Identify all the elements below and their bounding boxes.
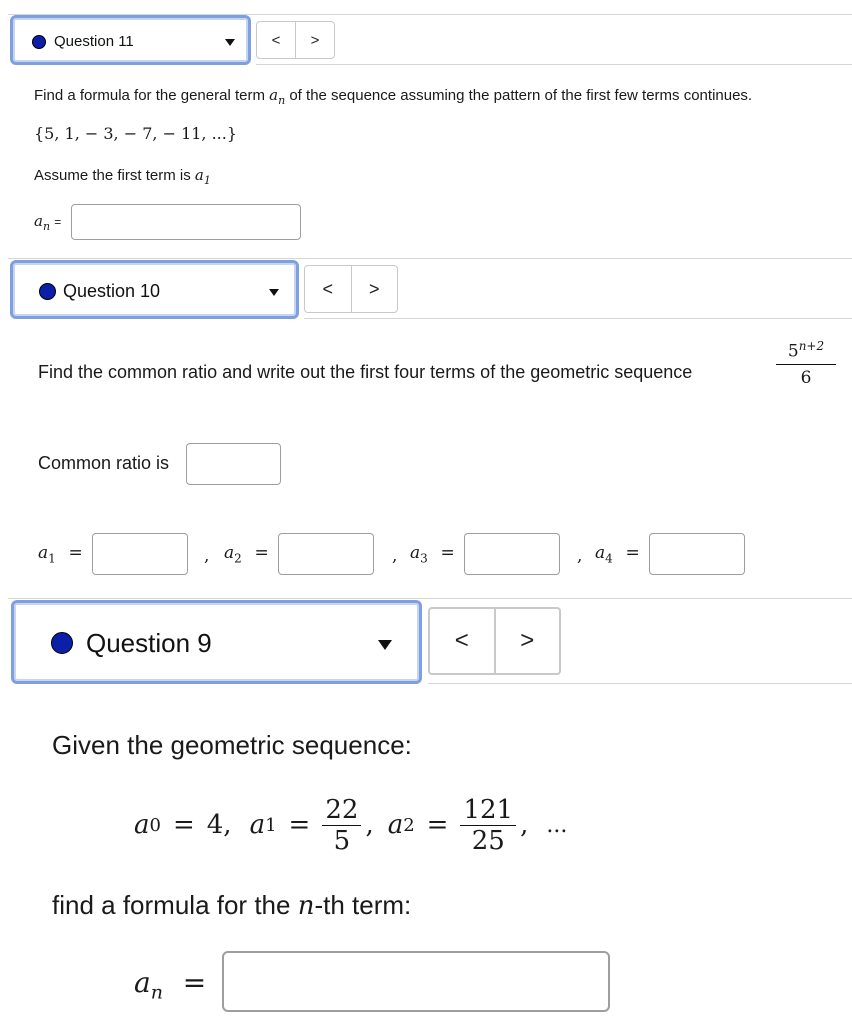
term-a1-input[interactable] bbox=[92, 533, 188, 575]
seq-sub: 2 bbox=[403, 814, 415, 836]
term-eq: = bbox=[68, 543, 83, 563]
seq-sub: 1 bbox=[265, 814, 277, 836]
term-sub: 4 bbox=[605, 551, 613, 566]
next-question-button[interactable]: > bbox=[520, 627, 535, 654]
question-10-nav bbox=[304, 265, 398, 313]
q9-intro: Given the geometric sequence: bbox=[52, 730, 412, 760]
frac-denominator: 5 bbox=[333, 825, 351, 856]
seq-var: a bbox=[249, 810, 266, 840]
seq-separator: , bbox=[365, 810, 374, 840]
q10-term-1-label bbox=[38, 543, 83, 565]
frac-numerator: 121 bbox=[460, 795, 516, 826]
term-separator: , bbox=[577, 546, 583, 566]
q11-answer-input[interactable] bbox=[71, 204, 301, 240]
q10-term-2-label bbox=[224, 543, 269, 565]
seq-fraction bbox=[460, 795, 516, 856]
q9-answer-var-sub: n bbox=[150, 981, 163, 1004]
divider-q10-top bbox=[8, 258, 852, 259]
q9-answer-label bbox=[134, 966, 206, 1004]
term-var: a bbox=[595, 543, 606, 563]
q11-prompt-var-sub: n bbox=[278, 94, 286, 107]
q9-find-var: n bbox=[297, 891, 315, 921]
question-9-label: Question 9 bbox=[86, 628, 212, 658]
seq-eq: = bbox=[288, 810, 311, 840]
term-separator: , bbox=[204, 546, 210, 566]
prev-question-button[interactable]: < bbox=[305, 266, 352, 312]
common-ratio-input[interactable] bbox=[186, 443, 281, 485]
term-sub: 1 bbox=[48, 551, 56, 566]
term-var: a bbox=[38, 543, 49, 563]
next-question-button[interactable]: > bbox=[368, 278, 380, 299]
next-question-button[interactable]: > bbox=[310, 31, 320, 49]
divider-q9-top bbox=[8, 598, 852, 599]
term-a4-input[interactable] bbox=[649, 533, 745, 575]
q9-answer-input[interactable] bbox=[222, 951, 610, 1012]
q10-prompt: Find the common ratio and write out the first four terms of the geometric sequence bbox=[38, 362, 693, 382]
status-dot-icon bbox=[51, 632, 73, 654]
seq-ellipsis: ... bbox=[546, 812, 568, 838]
seq-sub: 0 bbox=[149, 814, 161, 836]
q9-find-text: find a formula for the bbox=[52, 890, 291, 920]
q11-prompt-text: Find a formula for the general term bbox=[34, 87, 265, 104]
dropdown-caret-icon bbox=[225, 39, 235, 46]
q10-frac-numerator bbox=[776, 339, 836, 365]
question-11-select[interactable] bbox=[10, 15, 251, 65]
question-11-nav bbox=[256, 21, 335, 59]
q11-sequence: {5, 1, − 3, − 7, − 11, ...} bbox=[34, 124, 238, 143]
q10-fraction bbox=[776, 339, 836, 388]
divider-q10-header bbox=[304, 318, 852, 319]
term-a3-input[interactable] bbox=[464, 533, 560, 575]
q9-answer-eq: = bbox=[182, 966, 207, 999]
q11-assume bbox=[34, 166, 211, 187]
seq-var: a bbox=[134, 810, 150, 840]
term-eq: = bbox=[625, 543, 640, 563]
q10-term-4-label bbox=[595, 543, 640, 565]
term-eq: = bbox=[254, 543, 269, 563]
term-sub: 2 bbox=[234, 551, 242, 566]
dropdown-caret-icon bbox=[269, 289, 279, 296]
q11-assume-var: a bbox=[194, 166, 204, 184]
term-var: a bbox=[224, 543, 235, 563]
q10-frac-base: 5 bbox=[787, 341, 799, 362]
q9-answer-var: a bbox=[134, 966, 151, 999]
seq-separator: , bbox=[520, 810, 529, 840]
q10-frac-denominator: 6 bbox=[800, 367, 812, 388]
divider-q11-header bbox=[256, 64, 852, 65]
seq-eq: = bbox=[426, 810, 449, 840]
q11-assume-var-sub: 1 bbox=[203, 174, 211, 187]
question-9-select[interactable] bbox=[11, 600, 422, 684]
q11-answer-label bbox=[34, 212, 61, 233]
q10-frac-exp: n+2 bbox=[798, 339, 825, 353]
q9-find-tail: -th term: bbox=[314, 890, 412, 920]
q11-answer-var-sub: n bbox=[42, 220, 51, 233]
q11-answer-var: a bbox=[34, 212, 43, 230]
seq-value: 4, bbox=[206, 810, 232, 840]
status-dot-icon bbox=[39, 283, 56, 300]
prev-question-button[interactable]: < bbox=[430, 609, 496, 673]
divider-q9-header bbox=[428, 683, 852, 684]
q11-prompt-tail: of the sequence assuming the pattern of the first few terms continues. bbox=[289, 87, 753, 104]
question-11-label: Question 11 bbox=[54, 33, 134, 50]
dropdown-caret-icon bbox=[378, 640, 392, 650]
seq-var: a bbox=[387, 810, 404, 840]
q9-find bbox=[52, 890, 411, 921]
status-dot-icon bbox=[32, 35, 46, 49]
q11-prompt bbox=[34, 86, 752, 107]
q11-assume-text: Assume the first term is bbox=[34, 167, 191, 184]
q9-sequence bbox=[134, 787, 567, 863]
q11-prompt-var: a bbox=[269, 86, 279, 104]
term-a2-input[interactable] bbox=[278, 533, 374, 575]
frac-denominator: 25 bbox=[471, 825, 505, 856]
q10-ratio-label: Common ratio is bbox=[38, 453, 170, 473]
seq-eq: = bbox=[172, 810, 195, 840]
term-separator: , bbox=[392, 546, 398, 566]
q11-answer-eq: = bbox=[54, 215, 62, 229]
frac-numerator: 22 bbox=[322, 795, 361, 826]
question-10-select[interactable] bbox=[10, 260, 299, 319]
term-sub: 3 bbox=[420, 551, 428, 566]
question-9-nav bbox=[428, 607, 561, 675]
prev-question-button[interactable]: < bbox=[257, 22, 296, 58]
term-eq: = bbox=[440, 543, 455, 563]
term-var: a bbox=[410, 543, 421, 563]
q10-term-3-label bbox=[410, 543, 455, 565]
seq-fraction bbox=[322, 795, 361, 856]
question-10-label: Question 10 bbox=[63, 281, 161, 301]
